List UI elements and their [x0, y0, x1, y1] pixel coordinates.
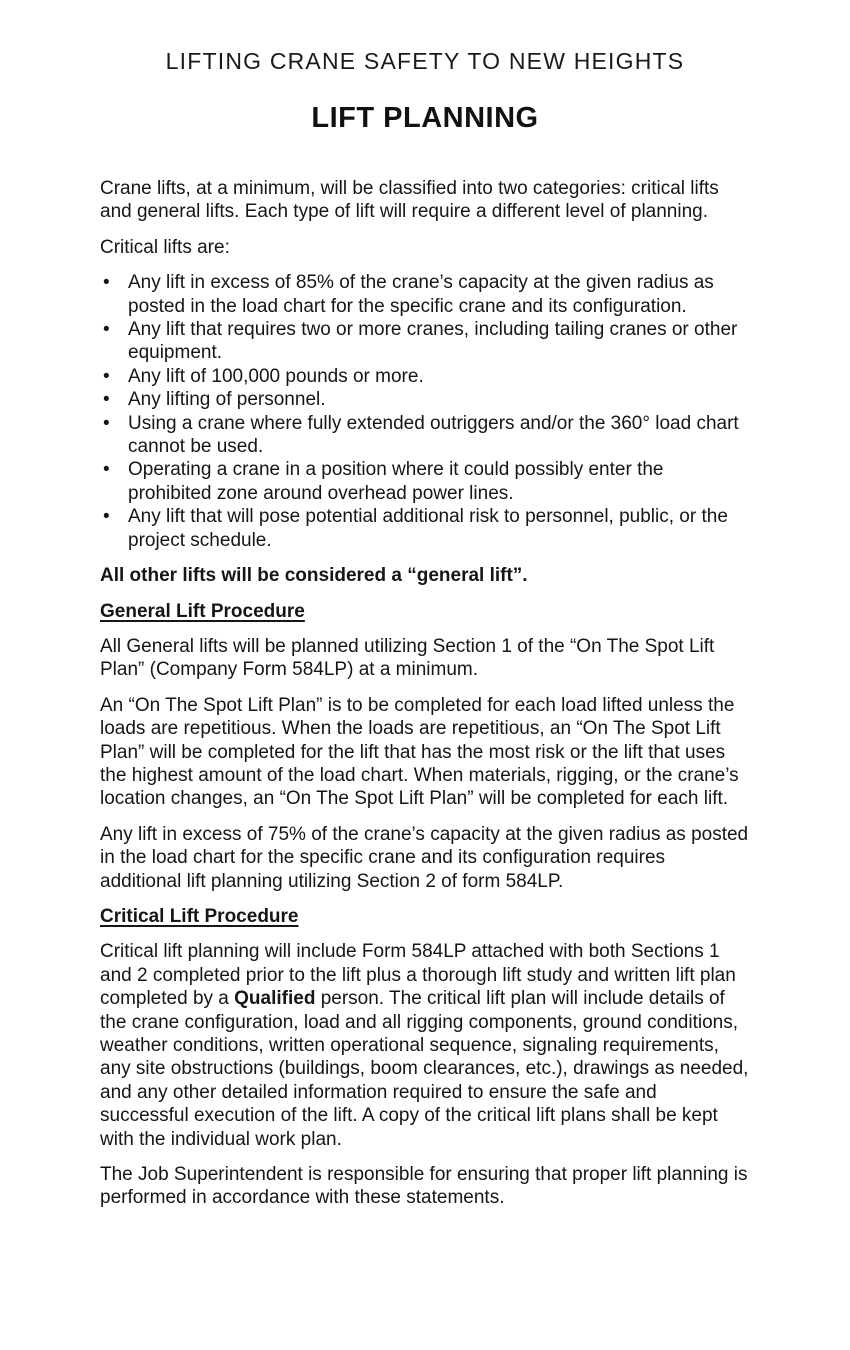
critical-lifts-list — [100, 271, 750, 552]
list-item: • Operating a crane in a position where it could possibly enter the prohibited zone around overhead power lines. — [100, 458, 750, 505]
list-item: • Any lift that requires two or more cranes, including tailing cranes or other equipment. — [100, 318, 750, 365]
section-heading-general-text: General Lift Procedure — [100, 600, 305, 622]
section-heading-general — [100, 600, 750, 623]
document-header: LIFTING CRANE SAFETY TO NEW HEIGHTS — [165, 48, 685, 74]
document-title: LIFT PLANNING — [311, 102, 539, 134]
document-body — [100, 177, 750, 1210]
critical-plan-pre: Critical lift planning will include Form 584LP attached with both Sections 1 and 2 completed prior to the lift plus a thorough lift study and written lift plan completed by a — [100, 941, 736, 1010]
critical-plan-qualified: Qualified — [234, 988, 316, 1010]
critical-plan-post: person. The critical lift plan will include details of the crane configuration, load and all rigging components, ground conditions, weather conditions, written operational sequence, signaling requirements, any site obstructions (buildings, boom clearances, etc.), drawings as needed, and any other detailed information required to ensure the safe and successful execution of the lift. A copy of the critical lift plans shall be kept with the individual work plan. — [100, 988, 749, 1150]
paragraph-general-3: Any lift in excess of 75% of the crane’s capacity at the given radius as posted in the load chart for the specific crane and its configuration requires additional lift planning utilizing Section 2 of form 584LP. — [100, 823, 749, 892]
list-item: • Any lift of 100,000 pounds or more. — [100, 365, 750, 388]
general-lift-note: All other lifts will be considered a “general lift”. — [100, 565, 528, 587]
paragraph-intro: Crane lifts, at a minimum, will be classified into two categories: critical lifts and general lifts. Each type of lift will require a different level of planning. — [100, 178, 719, 223]
section-heading-critical-text: Critical Lift Procedure — [100, 905, 299, 927]
list-item: • Any lifting of personnel. — [100, 388, 750, 411]
paragraph-general-2: An “On The Spot Lift Plan” is to be completed for each load lifted unless the loads are repetitious. When the loads are repetitious, an “On The Spot Lift Plan” will be completed for the lift that has the most risk or the lift that uses the highest amount of the load chart. When materials, rigging, or the crane’s location changes, an “On The Spot Lift Plan” will be completed for each lift. — [100, 694, 739, 810]
list-item: • Any lift that will pose potential additional risk to personnel, public, or the project schedule. — [100, 505, 750, 552]
section-heading-critical — [100, 905, 750, 928]
paragraph-closing: The Job Superintendent is responsible for ensuring that proper lift planning is performed in accordance with these statements. — [100, 1164, 748, 1209]
paragraph-general-1: All General lifts will be planned utilizing Section 1 of the “On The Spot Lift Plan” (Company Form 584LP) at a minimum. — [100, 635, 715, 681]
paragraph-critical-lifts-intro: Critical lifts are: — [100, 236, 230, 258]
list-item: • Any lift in excess of 85% of the crane’s capacity at the given radius as posted in the load chart for the specific crane and its configuration. — [100, 271, 750, 318]
paragraph-critical-plan — [100, 940, 750, 1151]
list-item: • Using a crane where fully extended outriggers and/or the 360° load chart cannot be used. — [100, 412, 750, 459]
